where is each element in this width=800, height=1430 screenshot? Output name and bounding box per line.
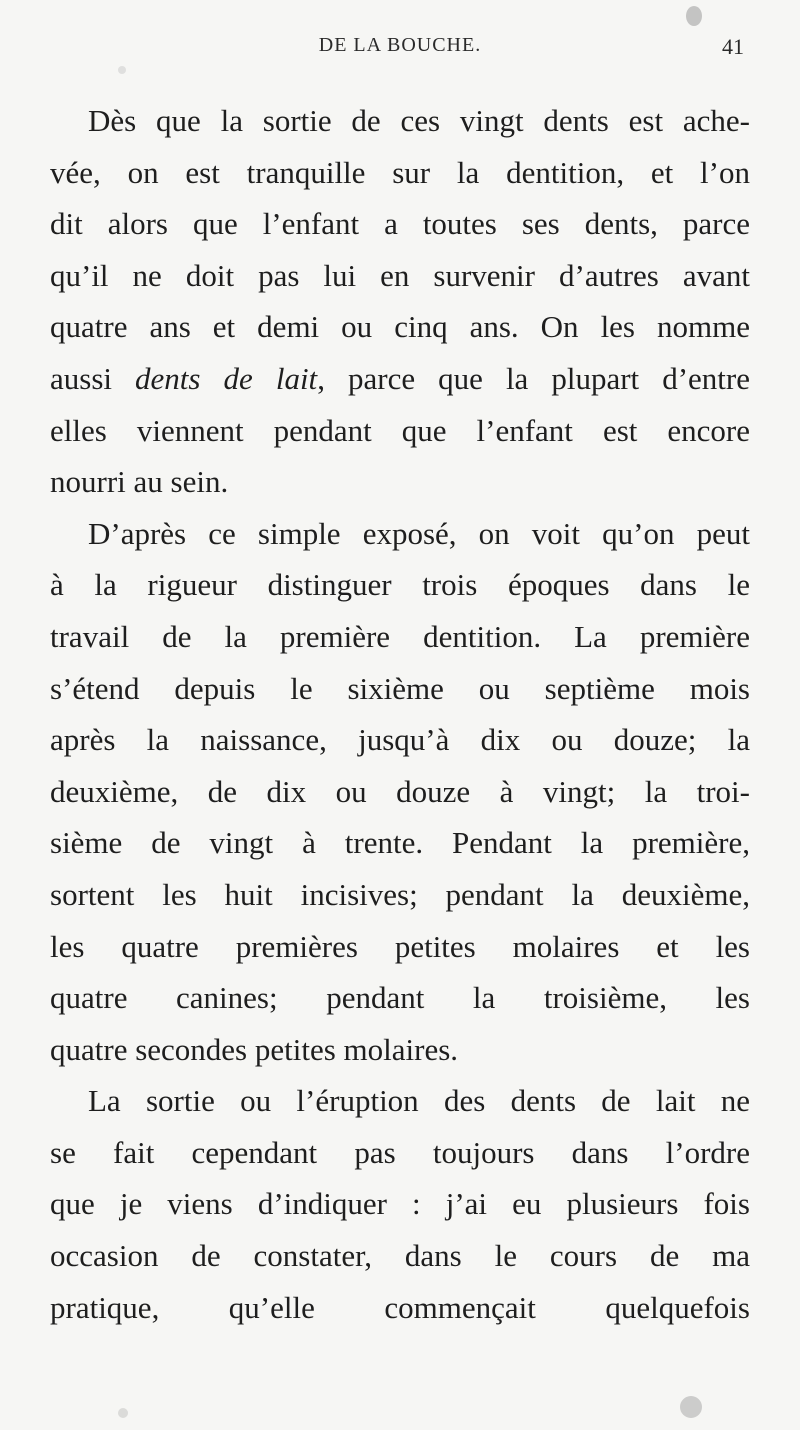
text-line: quatre canines; pendant la troisième, les (50, 980, 750, 1016)
paper-speck (680, 1396, 702, 1418)
text-line: quatre secondes petites molaires. (50, 1031, 459, 1067)
text-line: se fait cependant pas toujours dans l’ordre (50, 1134, 750, 1170)
text-line: travail de la première dentition. La première (50, 618, 750, 654)
running-title: DE LA BOUCHE. (318, 34, 482, 56)
text-line: D’après ce simple exposé, on voit qu’on peut (88, 515, 750, 551)
text-line: quatre ans et demi ou cinq ans. On les nomme (50, 309, 750, 345)
text-line: Dès que la sortie de ces vingt dents est ache- (88, 103, 750, 138)
paper-speck (118, 1408, 128, 1418)
text-line: que je viens d’indiquer : j’ai eu plusieurs fois (50, 1186, 750, 1222)
body-text (50, 95, 750, 1333)
text-line: sième de vingt à trente. Pendant la première, (50, 825, 750, 861)
paragraph (50, 95, 750, 508)
text-line: aussi dents de lait, parce que la plupart d’entre (50, 360, 750, 396)
text-line: après la naissance, jusqu’à dix ou douze; la (50, 722, 750, 758)
text-line: vée, on est tranquille sur la dentition, et l’on (50, 154, 750, 190)
text-line: La sortie ou l’éruption des dents de lait ne (88, 1083, 750, 1119)
paragraph (50, 1075, 750, 1333)
text-line: qu’il ne doit pas lui en survenir d’autres avant (50, 257, 750, 293)
text-line: dit alors que l’enfant a toutes ses dents, parce (50, 206, 750, 242)
text-line: pratique, qu’elle commençait quelquefois (50, 1289, 750, 1325)
text-line: deuxième, de dix ou douze à vingt; la troi- (50, 773, 750, 809)
text-line: les quatre premières petites molaires et les (50, 928, 750, 964)
italic-term: dents de lait (135, 360, 318, 396)
text-line: s’étend depuis le sixième ou septième mois (50, 670, 750, 706)
text-line: occasion de constater, dans le cours de ma (50, 1238, 750, 1274)
paper-speck (686, 6, 702, 26)
paragraph (50, 508, 750, 1076)
text-line: elles viennent pendant que l’enfant est encore (50, 412, 750, 448)
page-number: 41 (722, 34, 744, 59)
text-line: sortent les huit incisives; pendant la deuxième, (50, 876, 750, 912)
text-line: nourri au sein. (50, 464, 229, 500)
running-head (0, 34, 800, 64)
text-line: à la rigueur distinguer trois époques dans le (50, 567, 750, 603)
paper-speck (118, 66, 126, 74)
